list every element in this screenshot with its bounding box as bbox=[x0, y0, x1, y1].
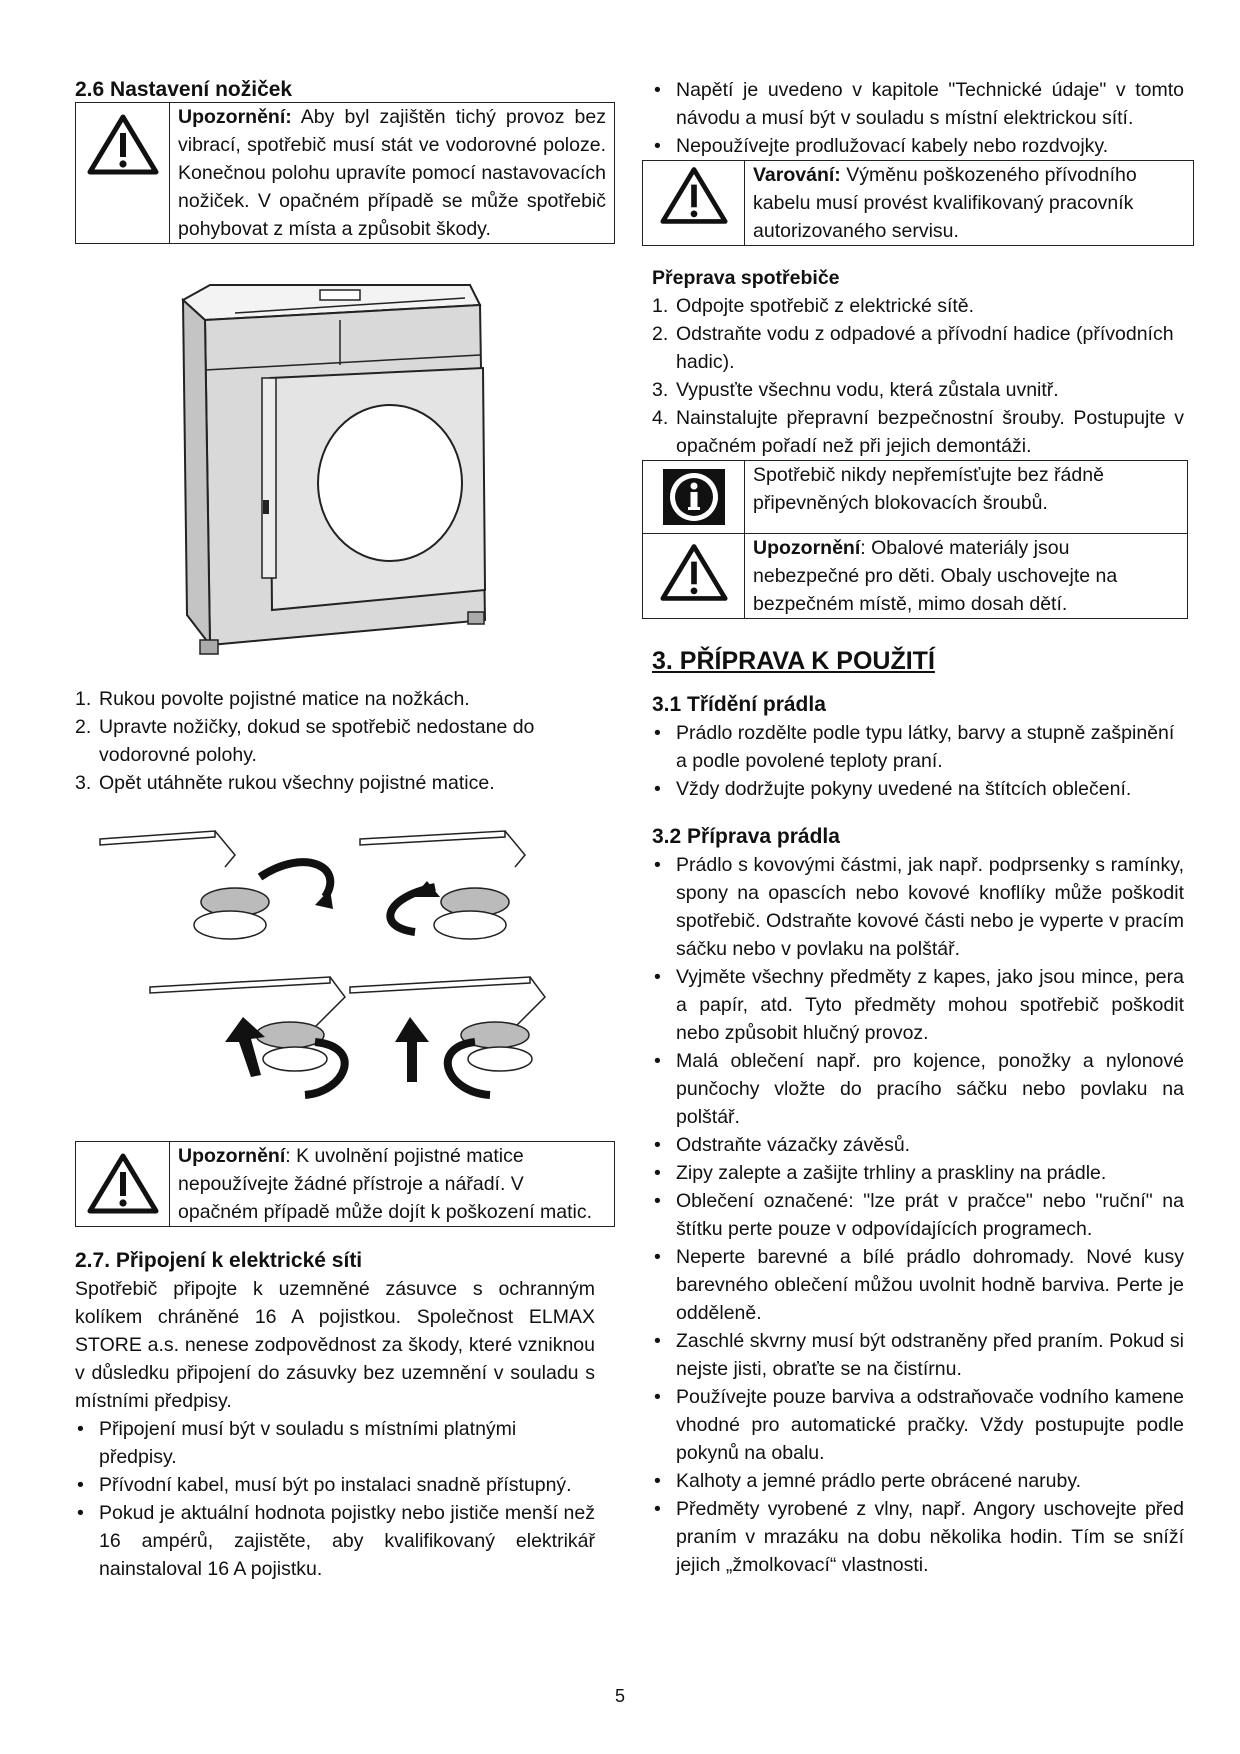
left-column bbox=[75, 76, 615, 1583]
leveling-steps bbox=[75, 685, 615, 797]
list-item: 4. Nainstalujte přepravní bezpečnostní šrouby. Postupujte v opačném pořadí než při jejich demontáži. bbox=[652, 407, 1184, 457]
list-item: • Prádlo rozdělte podle typu látky, barvy a stupně zašpinění a podle povolené teploty praní. bbox=[652, 719, 1184, 775]
nut-tool-notice bbox=[75, 1141, 615, 1227]
foot-adjustment-illustration bbox=[75, 827, 615, 1117]
page-number: 5 bbox=[614, 1686, 625, 1706]
list-item: 3. Vypusťte všechnu vodu, která zůstala uvnitř. bbox=[652, 379, 1059, 401]
warning-label: Varování: bbox=[753, 164, 841, 186]
list-item: • Přívodní kabel, musí být po instalaci snadně přístupný. bbox=[75, 1471, 595, 1499]
list-item: • Oblečení označené: "lze prát v pračce" nebo "ruční" na štítku perte pouze v odpovídajících programech. bbox=[652, 1187, 1184, 1243]
list-item: 1. Rukou povolte pojistné matice na nožkách. bbox=[75, 688, 470, 710]
list-item: • Vždy dodržujte pokyny uvedené na štítcích oblečení. bbox=[652, 775, 1184, 803]
list-item: • Malá oblečení např. pro kojence, ponožky a nylonové punčochy vložte do pracího sáčku nebo povlaku na polštář. bbox=[652, 1047, 1184, 1131]
notice-text: Aby byl zajištěn tichý provoz bez vibrací, spotřebič musí stát ve vodorovné poloze. Konečnou polohu upravíte pomocí nastavovacích nožiček. V opačném případě se může spotřebič pohybovat z místa a způsobit škody. bbox=[178, 106, 606, 240]
list-item: • Prádlo s kovovými částmi, jak např. podprsenky s ramínky, spony na opascích nebo kovové knoflíky může poškodit spotřebič. Odstraňte kovové části nebo je vyperte v pracím sáčku nebo v povlaku na polštář. bbox=[652, 851, 1184, 963]
section-3-1-title: 3.1 Třídění prádla bbox=[652, 693, 826, 716]
notice-text: : K uvolnění pojistné matice nepoužívejte žádné přístroje a nářadí. V opačném případě může dojít k poškození matic. bbox=[178, 1145, 593, 1223]
right-column bbox=[640, 76, 1184, 1579]
info-icon bbox=[643, 461, 745, 533]
packaging-notice bbox=[643, 533, 1187, 618]
list-item: • Připojení musí být v souladu s místními platnými předpisy. bbox=[75, 1415, 595, 1471]
warning-triangle-icon bbox=[643, 161, 745, 245]
transport-steps bbox=[652, 292, 1184, 460]
section-2-7-title: 2.7. Připojení k elektrické síti bbox=[75, 1249, 363, 1272]
preparation-bullets bbox=[652, 851, 1184, 1579]
notice-text: : Obalové materiály jsou nebezpečné pro děti. Obaly uschovejte na bezpečném místě, mimo dosah dětí. bbox=[753, 537, 1118, 615]
list-item: 1. Odpojte spotřebič z elektrické sítě. bbox=[652, 295, 975, 317]
section-3-2-title: 3.2 Příprava prádla bbox=[652, 825, 840, 848]
list-item: • Předměty vyrobené z vlny, např. Angory uschovejte před praním v mrazáku na dobu několika hodin. Tím se sníží jejich „žmolkovací“ vlastnosti. bbox=[652, 1495, 1184, 1579]
list-item: • Používejte pouze barviva a odstraňovače vodního kamene vhodné pro automatické pračky. Vždy postupujte podle pokynů na obalu. bbox=[652, 1383, 1184, 1467]
list-item: 2. Odstraňte vodu z odpadové a přívodní hadice (přívodních hadic). bbox=[652, 323, 1174, 373]
washer-illustration bbox=[75, 250, 615, 665]
list-item: 3. Opět utáhněte rukou všechny pojistné matice. bbox=[75, 772, 495, 794]
warning-text: Výměnu poškozeného přívodního kabelu musí provést kvalifikovaný pracovník autorizovaného servisu. bbox=[753, 164, 1137, 242]
info-notice bbox=[643, 461, 1187, 533]
voltage-bullets bbox=[652, 76, 1184, 160]
list-item: • Nepoužívejte prodlužovací kabely nebo rozdvojky. bbox=[652, 132, 1184, 160]
list-item: • Zaschlé skvrny musí být odstraněny před praním. Pokud si nejste jisti, obraťte se na čistírnu. bbox=[652, 1327, 1184, 1383]
info-text: Spotřebič nikdy nepřemísťujte bez řádně připevněných blokovacích šroubů. bbox=[753, 464, 1104, 514]
warning-triangle-icon bbox=[76, 103, 170, 243]
list-item: • Vyjměte všechny předměty z kapes, jako jsou mince, pera a papír, atd. Tyto předměty mohou spotřebič poškodit nebo způsobit hlučný provoz. bbox=[652, 963, 1184, 1047]
list-item: • Zipy zalepte a zašijte trhliny a praskliny na prádle. bbox=[652, 1159, 1184, 1187]
list-item: 2. Upravte nožičky, dokud se spotřebič nedostane do vodorovné polohy. bbox=[75, 716, 535, 766]
list-item: • Napětí je uvedeno v kapitole "Technické údaje" v tomto návodu a musí být v souladu s místní elektrickou sítí. bbox=[652, 76, 1184, 132]
transport-notices bbox=[642, 460, 1188, 619]
sorting-bullets bbox=[652, 719, 1184, 803]
electrical-paragraph: Spotřebič připojte k uzemněné zásuvce s ochranným kolíkem chráněné 16 A pojistkou. Společnost ELMAX STORE a.s. nenese zodpovědnost za škody, které vzniknou v důsledku připojení do zásuvky bez uzemnění v souladu s místními předpisy. bbox=[75, 1278, 595, 1412]
electrical-bullets bbox=[75, 1415, 595, 1583]
transport-title: Přeprava spotřebiče bbox=[652, 267, 840, 289]
list-item: • Neperte barevné a bílé prádlo dohromady. Nové kusy barevného oblečení můžou uvolnit hodně barviva. Perte je odděleně. bbox=[652, 1243, 1184, 1327]
leveling-notice bbox=[75, 102, 615, 244]
list-item: • Odstraňte vázačky závěsů. bbox=[652, 1131, 1184, 1159]
section-3-title: 3. PŘÍPRAVA K POUŽITÍ bbox=[652, 647, 935, 675]
list-item: • Pokud je aktuální hodnota pojistky nebo jističe menší než 16 ampérů, zajistěte, aby kvalifikovaný elektrikář nainstaloval 16 A pojistku. bbox=[75, 1499, 595, 1583]
notice-label: Upozornění bbox=[178, 1145, 286, 1167]
notice-label: Upozornění: bbox=[178, 106, 292, 128]
list-item: • Kalhoty a jemné prádlo perte obrácené naruby. bbox=[652, 1467, 1184, 1495]
section-2-6-title: 2.6 Nastavení nožiček bbox=[75, 78, 293, 101]
warning-triangle-icon bbox=[76, 1142, 170, 1226]
warning-triangle-icon bbox=[643, 534, 745, 618]
notice-label: Upozornění bbox=[753, 537, 861, 559]
cable-warning-notice bbox=[642, 160, 1194, 246]
